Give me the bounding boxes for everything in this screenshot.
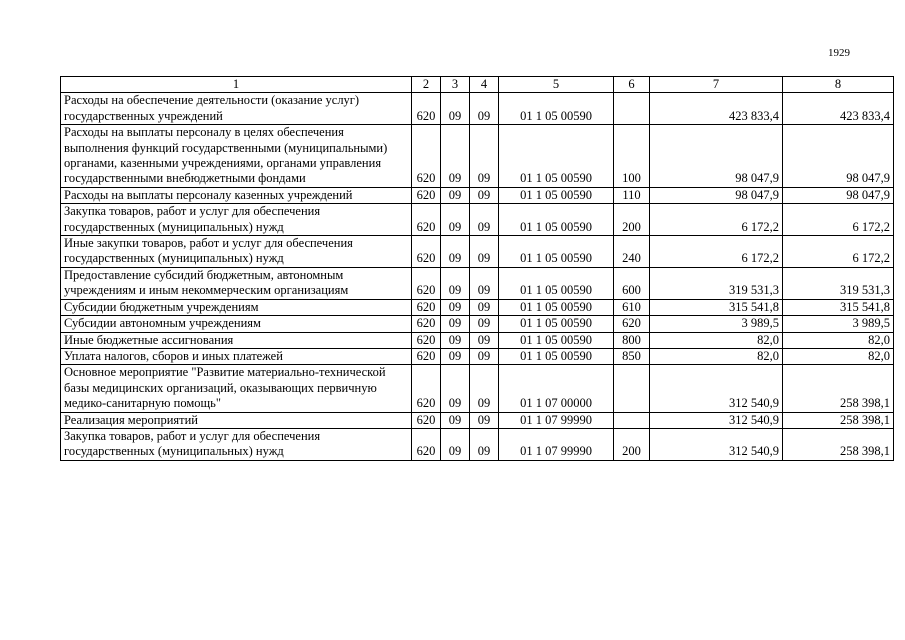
cell-code-6: 600 — [614, 267, 650, 299]
cell-code-6 — [614, 93, 650, 125]
cell-code-4: 09 — [470, 187, 499, 203]
cell-amount-8: 98 047,9 — [783, 125, 894, 188]
cell-code-6: 800 — [614, 332, 650, 348]
cell-code-3: 09 — [441, 365, 470, 412]
cell-code-5: 01 1 05 00590 — [499, 93, 614, 125]
table-row — [61, 125, 894, 188]
cell-amount-8: 82,0 — [783, 332, 894, 348]
cell-code-4: 09 — [470, 125, 499, 188]
cell-code-5: 01 1 07 00000 — [499, 365, 614, 412]
table-row — [61, 365, 894, 412]
cell-code-2: 620 — [412, 93, 441, 125]
cell-amount-8: 423 833,4 — [783, 93, 894, 125]
row-name: Закупка товаров, работ и услуг для обеспечения государственных (муниципальных) нужд — [61, 204, 412, 236]
cell-code-3: 09 — [441, 428, 470, 460]
row-name: Основное мероприятие "Развитие материально-технической базы медицинских организаций, оказывающих первичную медико-санитарную помощь" — [61, 365, 412, 412]
cell-code-5: 01 1 05 00590 — [499, 299, 614, 315]
row-name: Предоставление субсидий бюджетным, автономным учреждениям и иным некоммерческим организациям — [61, 267, 412, 299]
cell-code-3: 09 — [441, 93, 470, 125]
column-header: 8 — [783, 77, 894, 93]
cell-code-6: 240 — [614, 236, 650, 268]
cell-code-2: 620 — [412, 267, 441, 299]
cell-code-4: 09 — [470, 348, 499, 364]
cell-code-6: 610 — [614, 299, 650, 315]
cell-code-2: 620 — [412, 125, 441, 188]
column-header: 4 — [470, 77, 499, 93]
column-header: 2 — [412, 77, 441, 93]
cell-code-3: 09 — [441, 236, 470, 268]
row-name: Расходы на обеспечение деятельности (оказание услуг) государственных учреждений — [61, 93, 412, 125]
cell-amount-7: 98 047,9 — [650, 187, 783, 203]
cell-code-3: 09 — [441, 187, 470, 203]
cell-amount-8: 319 531,3 — [783, 267, 894, 299]
cell-amount-8: 82,0 — [783, 348, 894, 364]
column-header: 5 — [499, 77, 614, 93]
cell-code-4: 09 — [470, 412, 499, 428]
cell-code-2: 620 — [412, 187, 441, 203]
cell-amount-7: 312 540,9 — [650, 412, 783, 428]
cell-amount-8: 258 398,1 — [783, 412, 894, 428]
cell-amount-7: 3 989,5 — [650, 316, 783, 332]
table-row — [61, 93, 894, 125]
cell-code-6: 850 — [614, 348, 650, 364]
cell-code-6: 200 — [614, 204, 650, 236]
table-row — [61, 316, 894, 332]
cell-code-5: 01 1 05 00590 — [499, 187, 614, 203]
cell-code-4: 09 — [470, 299, 499, 315]
cell-code-3: 09 — [441, 299, 470, 315]
cell-amount-7: 6 172,2 — [650, 204, 783, 236]
cell-amount-8: 258 398,1 — [783, 365, 894, 412]
column-header: 7 — [650, 77, 783, 93]
cell-amount-7: 98 047,9 — [650, 125, 783, 188]
cell-code-6: 200 — [614, 428, 650, 460]
cell-code-5: 01 1 05 00590 — [499, 316, 614, 332]
cell-code-3: 09 — [441, 316, 470, 332]
cell-amount-8: 315 541,8 — [783, 299, 894, 315]
table-row — [61, 412, 894, 428]
cell-code-4: 09 — [470, 365, 499, 412]
budget-table — [60, 76, 894, 461]
table-row — [61, 348, 894, 364]
cell-code-6: 110 — [614, 187, 650, 203]
cell-code-4: 09 — [470, 316, 499, 332]
cell-amount-7: 319 531,3 — [650, 267, 783, 299]
cell-code-4: 09 — [470, 204, 499, 236]
cell-code-6 — [614, 412, 650, 428]
table-row — [61, 428, 894, 460]
row-name: Субсидии бюджетным учреждениям — [61, 299, 412, 315]
cell-amount-7: 312 540,9 — [650, 365, 783, 412]
cell-code-2: 620 — [412, 236, 441, 268]
cell-code-4: 09 — [470, 236, 499, 268]
cell-amount-7: 82,0 — [650, 332, 783, 348]
row-name: Субсидии автономным учреждениям — [61, 316, 412, 332]
cell-amount-7: 423 833,4 — [650, 93, 783, 125]
cell-code-6 — [614, 365, 650, 412]
cell-code-2: 620 — [412, 332, 441, 348]
cell-amount-8: 3 989,5 — [783, 316, 894, 332]
column-header: 6 — [614, 77, 650, 93]
column-header: 1 — [61, 77, 412, 93]
cell-amount-7: 315 541,8 — [650, 299, 783, 315]
cell-code-2: 620 — [412, 412, 441, 428]
cell-code-3: 09 — [441, 412, 470, 428]
table-row — [61, 332, 894, 348]
cell-code-4: 09 — [470, 267, 499, 299]
cell-code-3: 09 — [441, 267, 470, 299]
row-name: Реализация мероприятий — [61, 412, 412, 428]
row-name: Расходы на выплаты персоналу в целях обеспечения выполнения функций государственными (муниципальными) органами, казенными учреждениями, органами управления государственными внебюджетными фондами — [61, 125, 412, 188]
row-name: Расходы на выплаты персоналу казенных учреждений — [61, 187, 412, 203]
cell-code-2: 620 — [412, 299, 441, 315]
cell-code-5: 01 1 05 00590 — [499, 204, 614, 236]
cell-amount-7: 312 540,9 — [650, 428, 783, 460]
cell-code-3: 09 — [441, 332, 470, 348]
cell-code-3: 09 — [441, 348, 470, 364]
page-number: 1929 — [828, 47, 850, 59]
cell-code-5: 01 1 07 99990 — [499, 428, 614, 460]
cell-code-4: 09 — [470, 93, 499, 125]
cell-amount-7: 6 172,2 — [650, 236, 783, 268]
cell-code-4: 09 — [470, 428, 499, 460]
cell-code-4: 09 — [470, 332, 499, 348]
cell-code-2: 620 — [412, 428, 441, 460]
cell-amount-8: 98 047,9 — [783, 187, 894, 203]
row-name: Иные закупки товаров, работ и услуг для обеспечения государственных (муниципальных) нужд — [61, 236, 412, 268]
cell-code-6: 100 — [614, 125, 650, 188]
cell-amount-8: 258 398,1 — [783, 428, 894, 460]
cell-code-5: 01 1 05 00590 — [499, 332, 614, 348]
row-name: Закупка товаров, работ и услуг для обеспечения государственных (муниципальных) нужд — [61, 428, 412, 460]
cell-amount-7: 82,0 — [650, 348, 783, 364]
column-header: 3 — [441, 77, 470, 93]
cell-code-2: 620 — [412, 365, 441, 412]
cell-code-6: 620 — [614, 316, 650, 332]
cell-code-3: 09 — [441, 204, 470, 236]
cell-code-2: 620 — [412, 204, 441, 236]
table-row — [61, 204, 894, 236]
table-row — [61, 236, 894, 268]
cell-code-5: 01 1 05 00590 — [499, 348, 614, 364]
table-row — [61, 299, 894, 315]
cell-amount-8: 6 172,2 — [783, 236, 894, 268]
cell-code-5: 01 1 05 00590 — [499, 267, 614, 299]
table-row — [61, 187, 894, 203]
cell-amount-8: 6 172,2 — [783, 204, 894, 236]
row-name: Уплата налогов, сборов и иных платежей — [61, 348, 412, 364]
table-header-row — [61, 77, 894, 93]
cell-code-5: 01 1 05 00590 — [499, 236, 614, 268]
cell-code-3: 09 — [441, 125, 470, 188]
cell-code-5: 01 1 05 00590 — [499, 125, 614, 188]
cell-code-2: 620 — [412, 348, 441, 364]
table-row — [61, 267, 894, 299]
row-name: Иные бюджетные ассигнования — [61, 332, 412, 348]
cell-code-5: 01 1 07 99990 — [499, 412, 614, 428]
cell-code-2: 620 — [412, 316, 441, 332]
